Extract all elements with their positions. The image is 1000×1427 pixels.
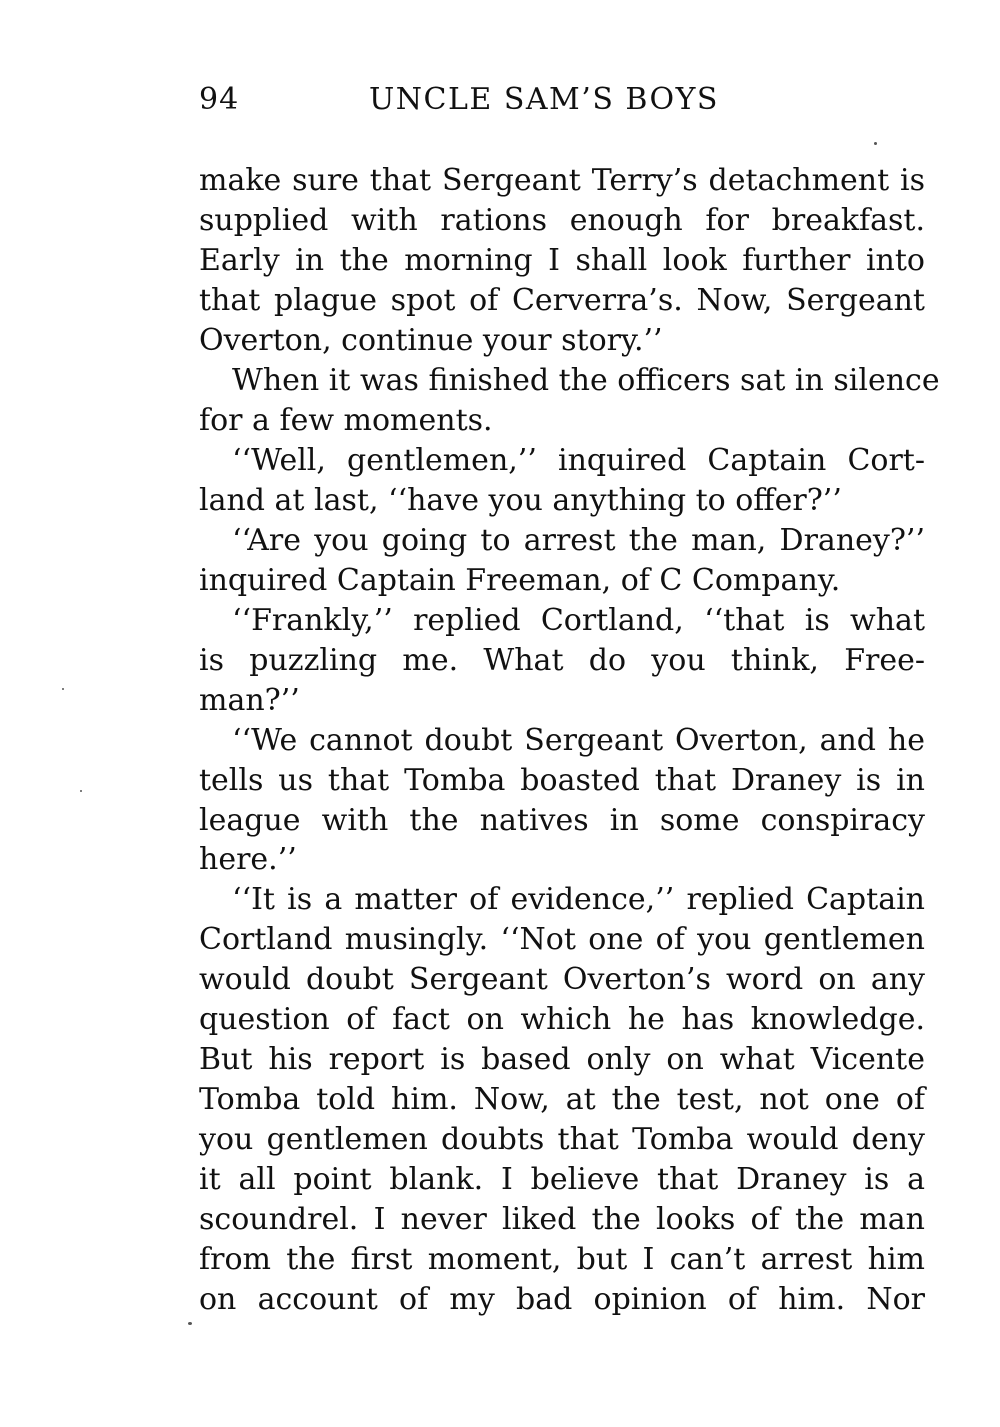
text-line: is puzzling me. What do you think, Free- bbox=[199, 642, 925, 678]
text-line: ‘‘Well, gentlemen,’’ inquired Captain Cort- bbox=[232, 442, 925, 478]
text-line: it all point blank. I believe that Draney is a bbox=[199, 1162, 925, 1198]
text-line: Early in the morning I shall look further into bbox=[199, 242, 925, 278]
text-line: supplied with rations enough for breakfast. bbox=[199, 202, 925, 238]
running-title: UNCLE SAM’S BOYS bbox=[369, 82, 719, 117]
text-line: you gentlemen doubts that Tomba would deny bbox=[199, 1122, 925, 1158]
text-line: ‘‘We cannot doubt Sergeant Overton, and he bbox=[232, 722, 925, 758]
text-line: on account of my bad opinion of him. Nor bbox=[199, 1282, 925, 1318]
text-line: Overton, continue your story.’’ bbox=[199, 322, 663, 358]
text-line: would doubt Sergeant Overton’s word on any bbox=[199, 962, 925, 998]
text-line: ‘‘Frankly,’’ replied Cortland, ‘‘that is what bbox=[232, 602, 925, 638]
print-speck bbox=[80, 790, 82, 792]
text-line: league with the natives in some conspiracy bbox=[199, 802, 925, 838]
text-line: here.’’ bbox=[199, 842, 297, 878]
body-text bbox=[199, 161, 940, 1320]
page-number: 94 bbox=[199, 82, 240, 117]
print-speck bbox=[874, 142, 877, 145]
text-line: scoundrel. I never liked the looks of the man bbox=[199, 1202, 925, 1238]
text-line: from the first moment, but I can’t arrest him bbox=[199, 1242, 925, 1278]
text-line: land at last, ‘‘have you anything to offer?’’ bbox=[199, 482, 842, 518]
text-line: Cortland musingly. ‘‘Not one of you gentlemen bbox=[199, 922, 925, 958]
print-speck bbox=[188, 1322, 192, 1325]
print-speck bbox=[62, 688, 64, 690]
text-line: man?’’ bbox=[199, 682, 300, 718]
text-line: ‘‘It is a matter of evidence,’’ replied Captain bbox=[232, 882, 925, 918]
page-header bbox=[199, 82, 759, 122]
text-line: inquired Captain Freeman, of C Company. bbox=[199, 562, 841, 598]
text-line: for a few moments. bbox=[199, 402, 493, 438]
text-line: When it was finished the officers sat in silence bbox=[232, 362, 940, 398]
text-line: But his report is based only on what Vicente bbox=[199, 1042, 925, 1078]
text-line: Tomba told him. Now, at the test, not one of bbox=[199, 1082, 925, 1118]
text-line: ‘‘Are you going to arrest the man, Draney?’’ bbox=[232, 522, 925, 558]
text-line: tells us that Tomba boasted that Draney is in bbox=[199, 762, 925, 798]
text-line: that plague spot of Cerverra’s. Now, Sergeant bbox=[199, 282, 925, 318]
text-line: make sure that Sergeant Terry’s detachment is bbox=[199, 163, 925, 198]
text-line: question of fact on which he has knowledge. bbox=[199, 1002, 925, 1038]
